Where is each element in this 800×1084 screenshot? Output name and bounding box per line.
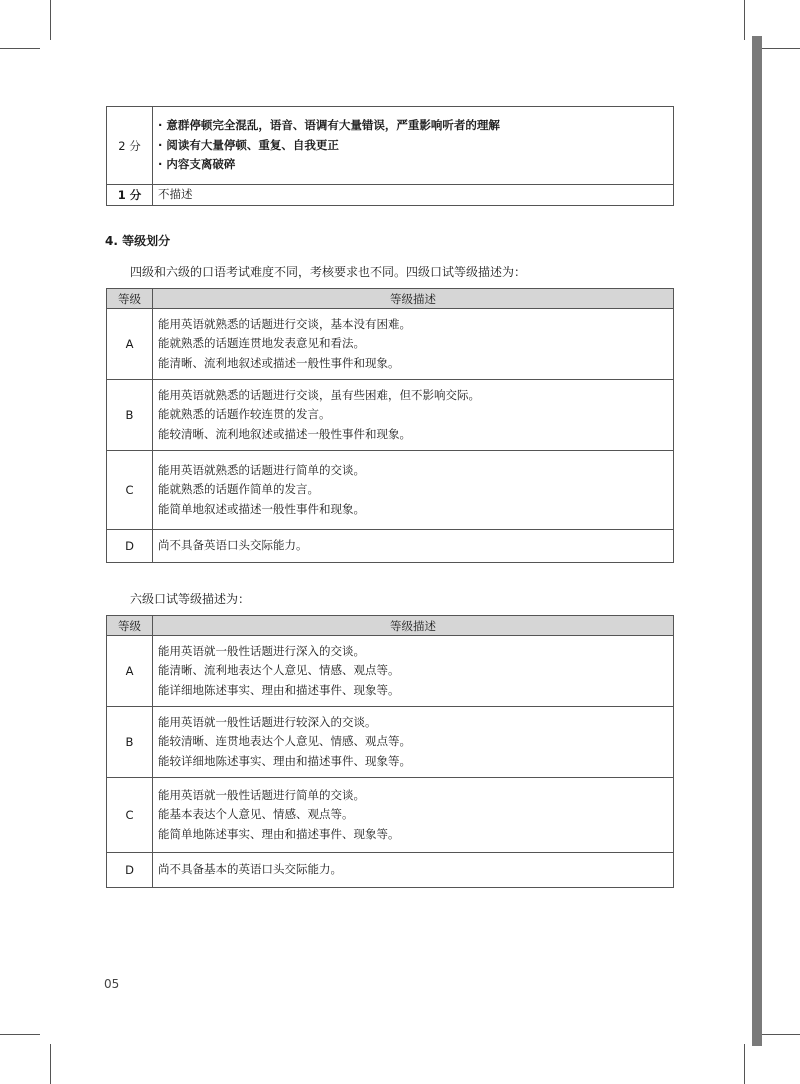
desc-line: 能用英语就一般性话题进行深入的交谈。 [158,643,365,658]
table-header-row [107,616,674,636]
desc-line: 能用英语就一般性话题进行简单的交谈。 [158,787,365,802]
desc-line: 能清晰、流利地表达个人意见、情感、观点等。 [158,663,400,678]
level-cell: D [107,530,153,563]
level-desc [153,853,674,888]
header-desc: 等级描述 [153,616,674,636]
table-row [107,451,674,530]
desc-line: 能用英语就熟悉的话题进行交谈，虽有些困难，但不影响交际。 [158,387,480,402]
level-desc [153,707,674,778]
level-cell: C [107,778,153,853]
level-cell: D [107,853,153,888]
table-header-row [107,289,674,309]
crop-mark [0,1034,40,1035]
cet4-level-table [106,288,674,563]
header-level: 等级 [107,289,153,309]
table-row [107,107,674,185]
level-desc [153,380,674,451]
score-desc [153,107,674,185]
table-row [107,636,674,707]
level-desc [153,309,674,380]
score-table [106,106,674,206]
crop-mark [744,0,745,40]
table-row [107,530,674,563]
level-desc [153,636,674,707]
desc-line: 能用英语就一般性话题进行较深入的交谈。 [158,714,377,729]
desc-line: 尚不具备基本的英语口头交际能力。 [158,862,342,877]
section-heading: 4. 等级划分 [105,234,171,248]
desc-line: 能就熟悉的话题作简单的发言。 [158,482,319,497]
header-desc: 等级描述 [153,289,674,309]
table-row [107,707,674,778]
desc-line: 能就熟悉的话题连贯地发表意见和看法。 [158,336,365,351]
crop-mark [0,48,40,49]
cet6-intro: 六级口试等级描述为： [130,592,251,606]
level-cell: B [107,380,153,451]
level-cell: B [107,707,153,778]
desc-line: 能较清晰、流利地叙述或描述一般性事件和现象。 [158,426,411,441]
desc-line: · 内容支离破碎 [158,157,236,172]
score-cell: 2 分 [107,107,153,185]
table-row [107,380,674,451]
desc-line: 尚不具备英语口头交际能力。 [158,538,308,553]
crop-mark [50,1044,51,1084]
crop-mark [760,1034,800,1035]
table-row [107,778,674,853]
desc-line: 能基本表达个人意见、情感、观点等。 [158,807,354,822]
score-desc [153,185,674,206]
desc-line: 能清晰、流利地叙述或描述一般性事件和现象。 [158,355,400,370]
level-cell: A [107,309,153,380]
crop-mark [760,48,800,49]
crop-mark [744,1044,745,1084]
desc-line: 能用英语就熟悉的话题进行简单的交谈。 [158,462,365,477]
desc-line: 能用英语就熟悉的话题进行交谈，基本没有困难。 [158,316,411,331]
cet6-level-table [106,615,674,888]
desc-line: 能简单地叙述或描述一般性事件和现象。 [158,501,365,516]
desc-line: · 阅读有大量停顿、重复、自我更正 [158,137,339,152]
level-desc [153,451,674,530]
desc-line: 能详细地陈述事实、理由和描述事件、现象等。 [158,682,400,697]
score-cell: 1 分 [107,185,153,206]
page-number: 05 [104,977,120,991]
level-desc [153,778,674,853]
table-row [107,309,674,380]
header-level: 等级 [107,616,153,636]
desc-line: 能较详细地陈述事实、理由和描述事件、现象等。 [158,753,411,768]
level-desc [153,530,674,563]
cet4-intro: 四级和六级的口语考试难度不同，考核要求也不同。四级口试等级描述为： [130,265,527,279]
desc-line: · 意群停顿完全混乱，语音、语调有大量错误，严重影响听者的理解 [158,118,500,133]
desc-line: 能较清晰、连贯地表达个人意见、情感、观点等。 [158,734,411,749]
table-row [107,853,674,888]
desc-line: 不描述 [158,187,193,201]
page-edge-strip [752,36,762,1046]
level-cell: C [107,451,153,530]
desc-line: 能就熟悉的话题作较连贯的发言。 [158,407,331,422]
table-row [107,185,674,206]
level-cell: A [107,636,153,707]
crop-mark [50,0,51,40]
desc-line: 能简单地陈述事实、理由和描述事件、现象等。 [158,826,400,841]
